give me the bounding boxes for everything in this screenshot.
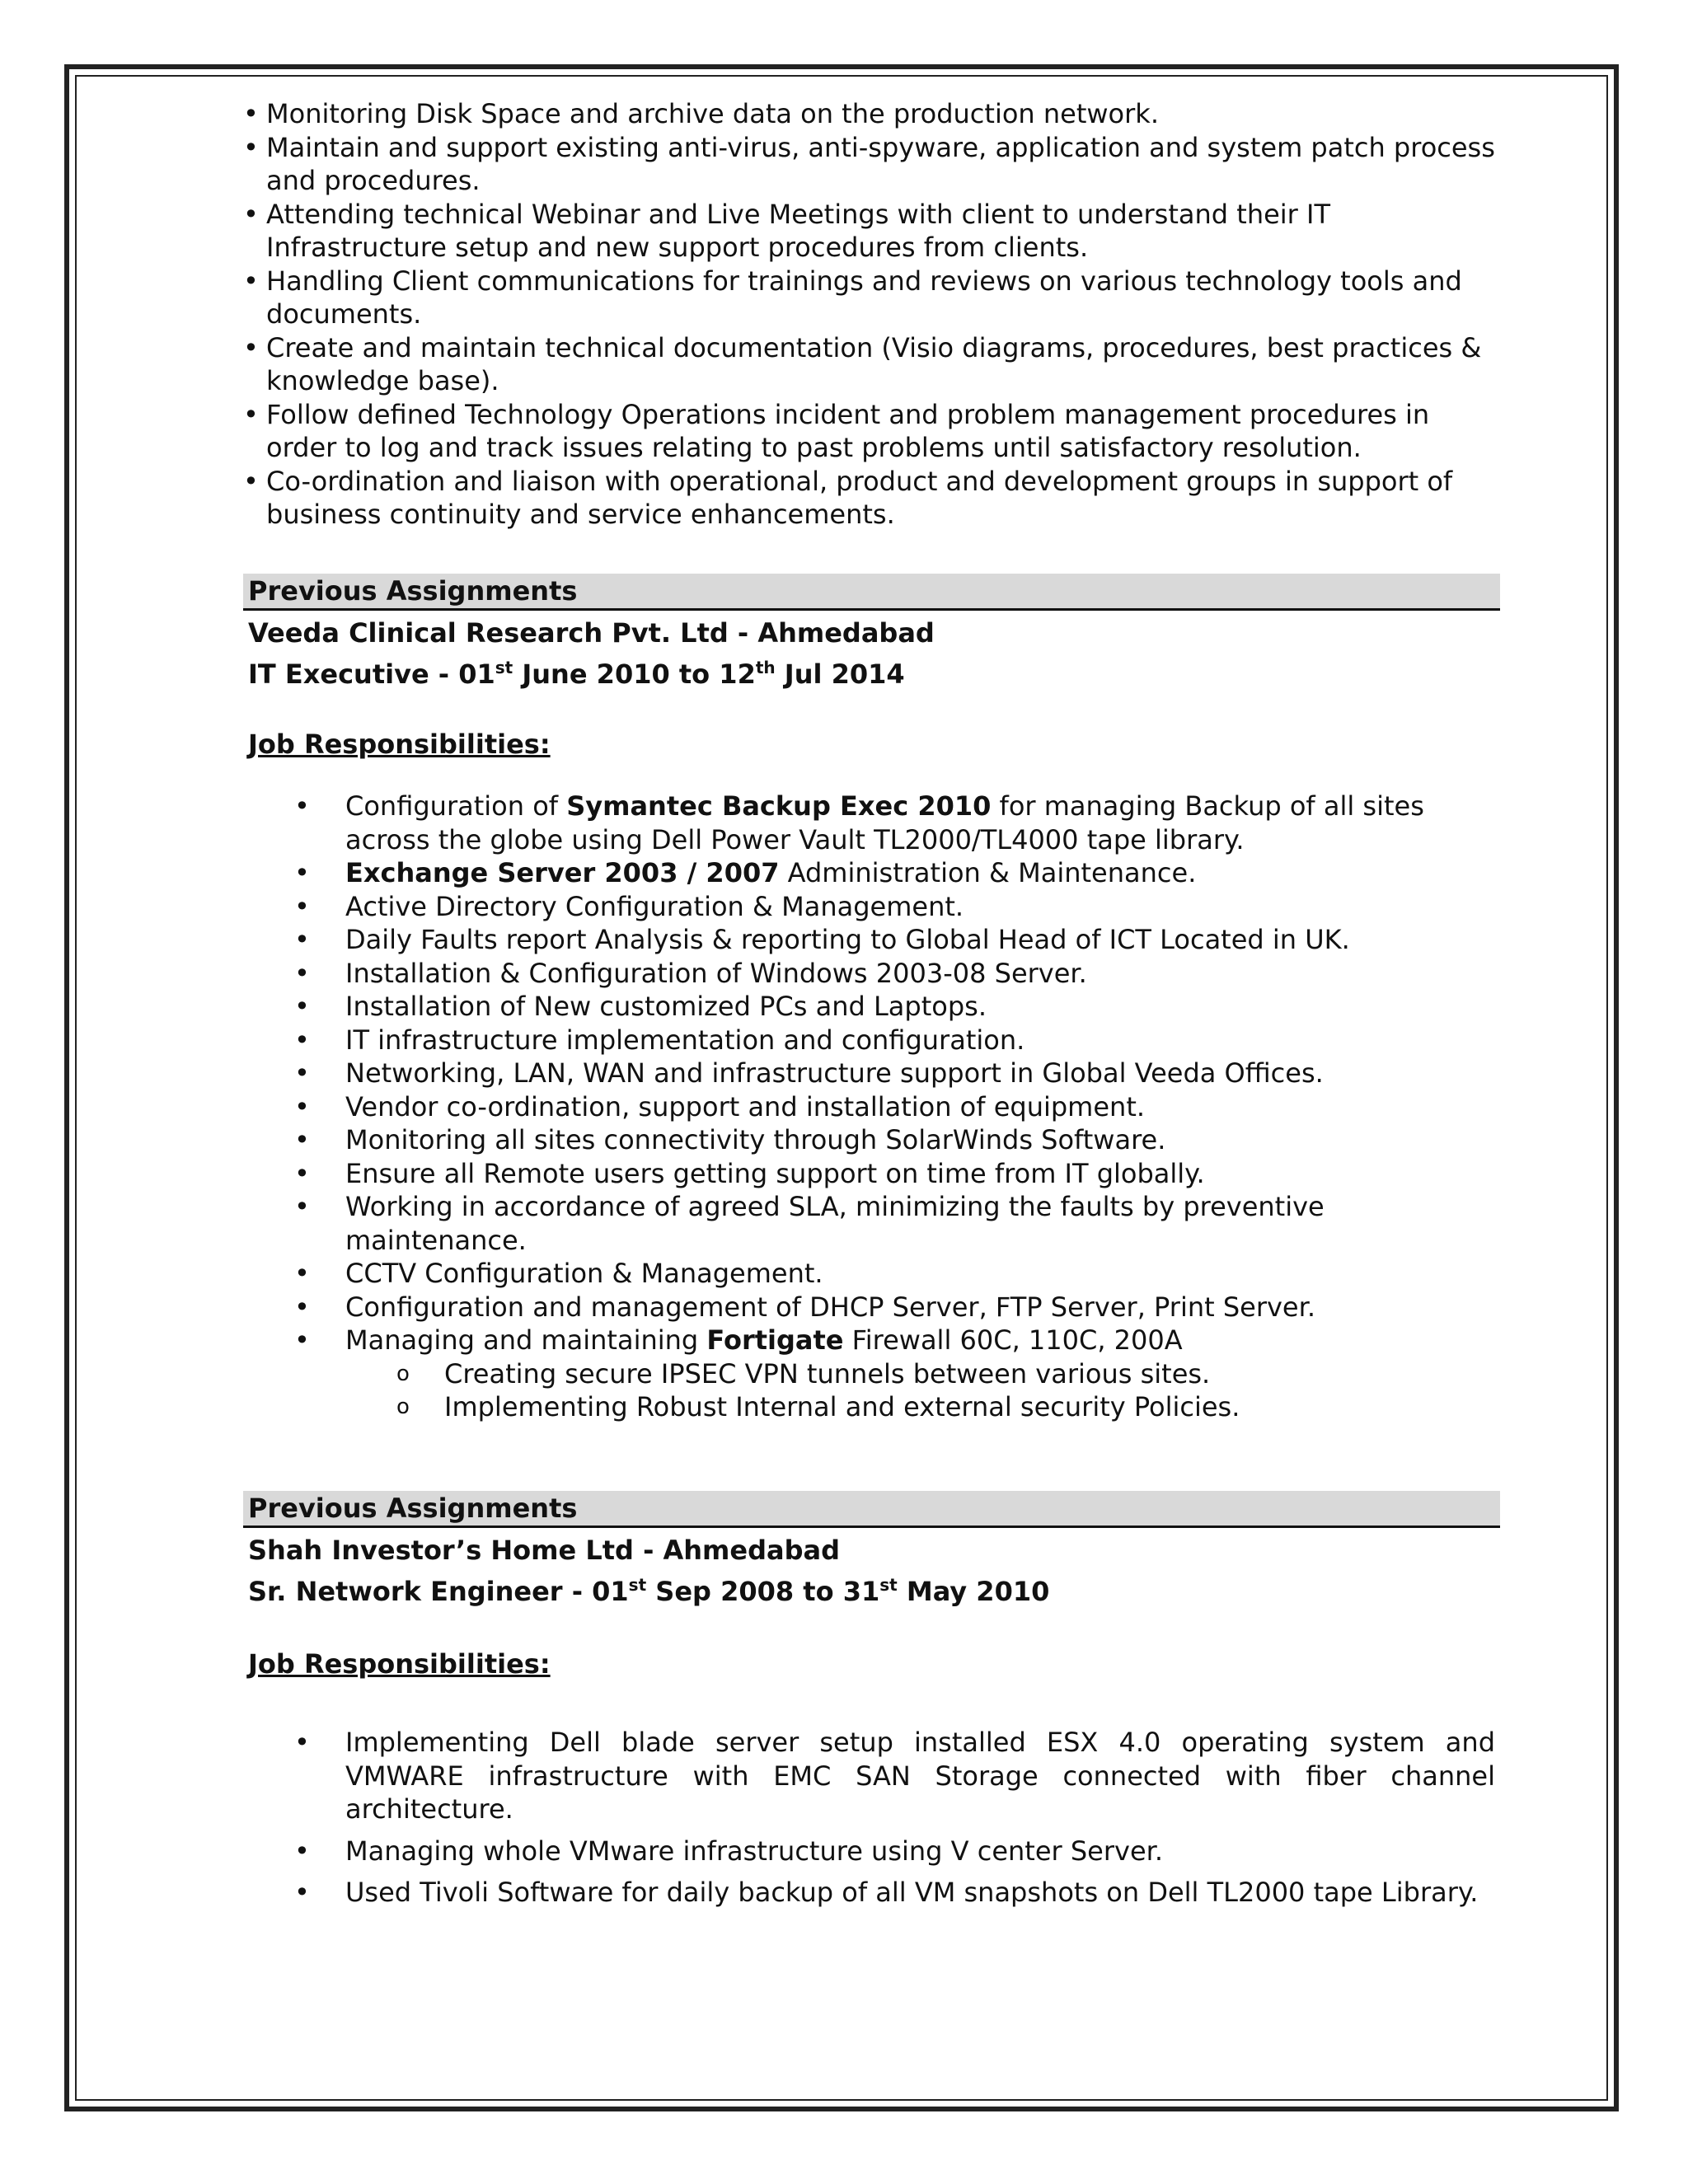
list-item: • IT infrastructure implementation and configuration. [294, 1024, 1025, 1056]
intro-bullet: • Create and maintain technical documentation (Visio diagrams, procedures, best practices & knowledge base). [243, 331, 1482, 396]
list-item: • Ensure all Remote users getting support on time from IT globally. [294, 1157, 1205, 1189]
job-responsibilities-heading: Job Responsibilities: [248, 728, 551, 760]
job-title-dates: IT Executive - 01st June 2010 to 12th Jul 2014 [248, 657, 905, 690]
intro-bullet-text: Follow defined Technology Operations incident and problem management procedures in order to log and track issues relating to past problems until satisfactory resolution. [266, 398, 1430, 463]
section-header-previous-assignments: Previous Assignments [243, 1491, 1500, 1528]
intro-bullet: • Maintain and support existing anti-virus, anti-spyware, application and system patch process and procedures. [243, 131, 1495, 196]
section-header-previous-assignments: Previous Assignments [243, 574, 1500, 611]
sub-list [243, 1357, 1500, 1424]
intro-bullet: • Follow defined Technology Operations incident and problem management procedures in order to log and track issues relating to past problems until satisfactory resolution. [243, 398, 1430, 463]
intro-bullet-text: Monitoring Disk Space and archive data on the production network. [266, 98, 1159, 129]
intro-bullet: • Co-ordination and liaison with operational, product and development groups in support of business continuity and service enhancements. [243, 465, 1453, 530]
intro-bullet: • Monitoring Disk Space and archive data on the production network. [243, 98, 1159, 129]
intro-bullet-text: Attending technical Webinar and Live Meetings with client to understand their IT Infrastructure setup and new support procedures from clients. [266, 198, 1330, 263]
list-item: • Monitoring all sites connectivity through SolarWinds Software. [294, 1124, 1166, 1155]
intro-bullet-text: Create and maintain technical documentation (Visio diagrams, procedures, best practices & knowledge base). [266, 331, 1482, 396]
intro-bullet: • Attending technical Webinar and Live Meetings with client to understand their IT Infrastructure setup and new support procedures from clients. [243, 198, 1330, 263]
intro-bullet-text: Handling Client communications for trainings and reviews on various technology tools and documents. [266, 265, 1462, 330]
job-responsibilities-heading: Job Responsibilities: [248, 1647, 551, 1680]
responsibilities-list [243, 790, 1500, 1357]
list-item: • Networking, LAN, WAN and infrastructure support in Global Veeda Offices. [294, 1057, 1324, 1089]
sub-list-item: o Creating secure IPSEC VPN tunnels between various sites. [396, 1357, 1211, 1390]
job-title-dates: Sr. Network Engineer - 01st Sep 2008 to 31st May 2010 [248, 1574, 1050, 1607]
list-item: • Active Directory Configuration & Management. [294, 890, 964, 922]
company-name: Shah Investor’s Home Ltd - Ahmedabad [248, 1534, 840, 1566]
list-item: • Daily Faults report Analysis & reporting to Global Head of ICT Located in UK. [294, 924, 1350, 955]
intro-bullet: • Handling Client communications for trainings and reviews on various technology tools and documents. [243, 265, 1462, 330]
list-item: • Used Tivoli Software for daily backup of all VM snapshots on Dell TL2000 tape Library. [294, 1877, 1479, 1908]
list-item: • Configuration and management of DHCP Server, FTP Server, Print Server. [294, 1291, 1315, 1323]
company-name: Veeda Clinical Research Pvt. Ltd - Ahmedabad [248, 616, 935, 649]
list-item: • Installation of New customized PCs and Laptops. [294, 991, 987, 1022]
intro-bullet-text: Maintain and support existing anti-virus, anti-spyware, application and system patch process and procedures. [266, 131, 1495, 196]
responsibilities-list [243, 1726, 1500, 1910]
list-item: • Installation & Configuration of Windows 2003-08 Server. [294, 957, 1087, 989]
list-item: • CCTV Configuration & Management. [294, 1258, 823, 1289]
sub-list-item: o Implementing Robust Internal and external security Policies. [396, 1391, 1240, 1422]
list-item: • Exchange Server 2003 / 2007 Administration & Maintenance. [294, 857, 1197, 888]
list-item: • Vendor co-ordination, support and installation of equipment. [294, 1090, 1146, 1122]
intro-bullet-list [243, 97, 1500, 532]
list-item: • Managing and maintaining Fortigate Firewall 60C, 110C, 200A [294, 1324, 1183, 1356]
list-item: • Implementing Dell blade server setup installed ESX 4.0 operating system and VMWARE infrastructure with EMC SAN Storage connected with fiber channel architecture. [294, 1727, 1495, 1825]
resume-page [243, 97, 1500, 1918]
list-item: • Managing whole VMware infrastructure using V center Server. [294, 1835, 1164, 1867]
list-item: • Working in accordance of agreed SLA, minimizing the faults by preventive maintenance. [294, 1191, 1325, 1256]
list-item: • Configuration of Symantec Backup Exec 2010 for managing Backup of all sites across the globe using Dell Power Vault TL2000/TL4000 tape library. [294, 790, 1424, 855]
intro-bullet-text: Co-ordination and liaison with operational, product and development groups in support of business continuity and service enhancements. [266, 465, 1453, 530]
